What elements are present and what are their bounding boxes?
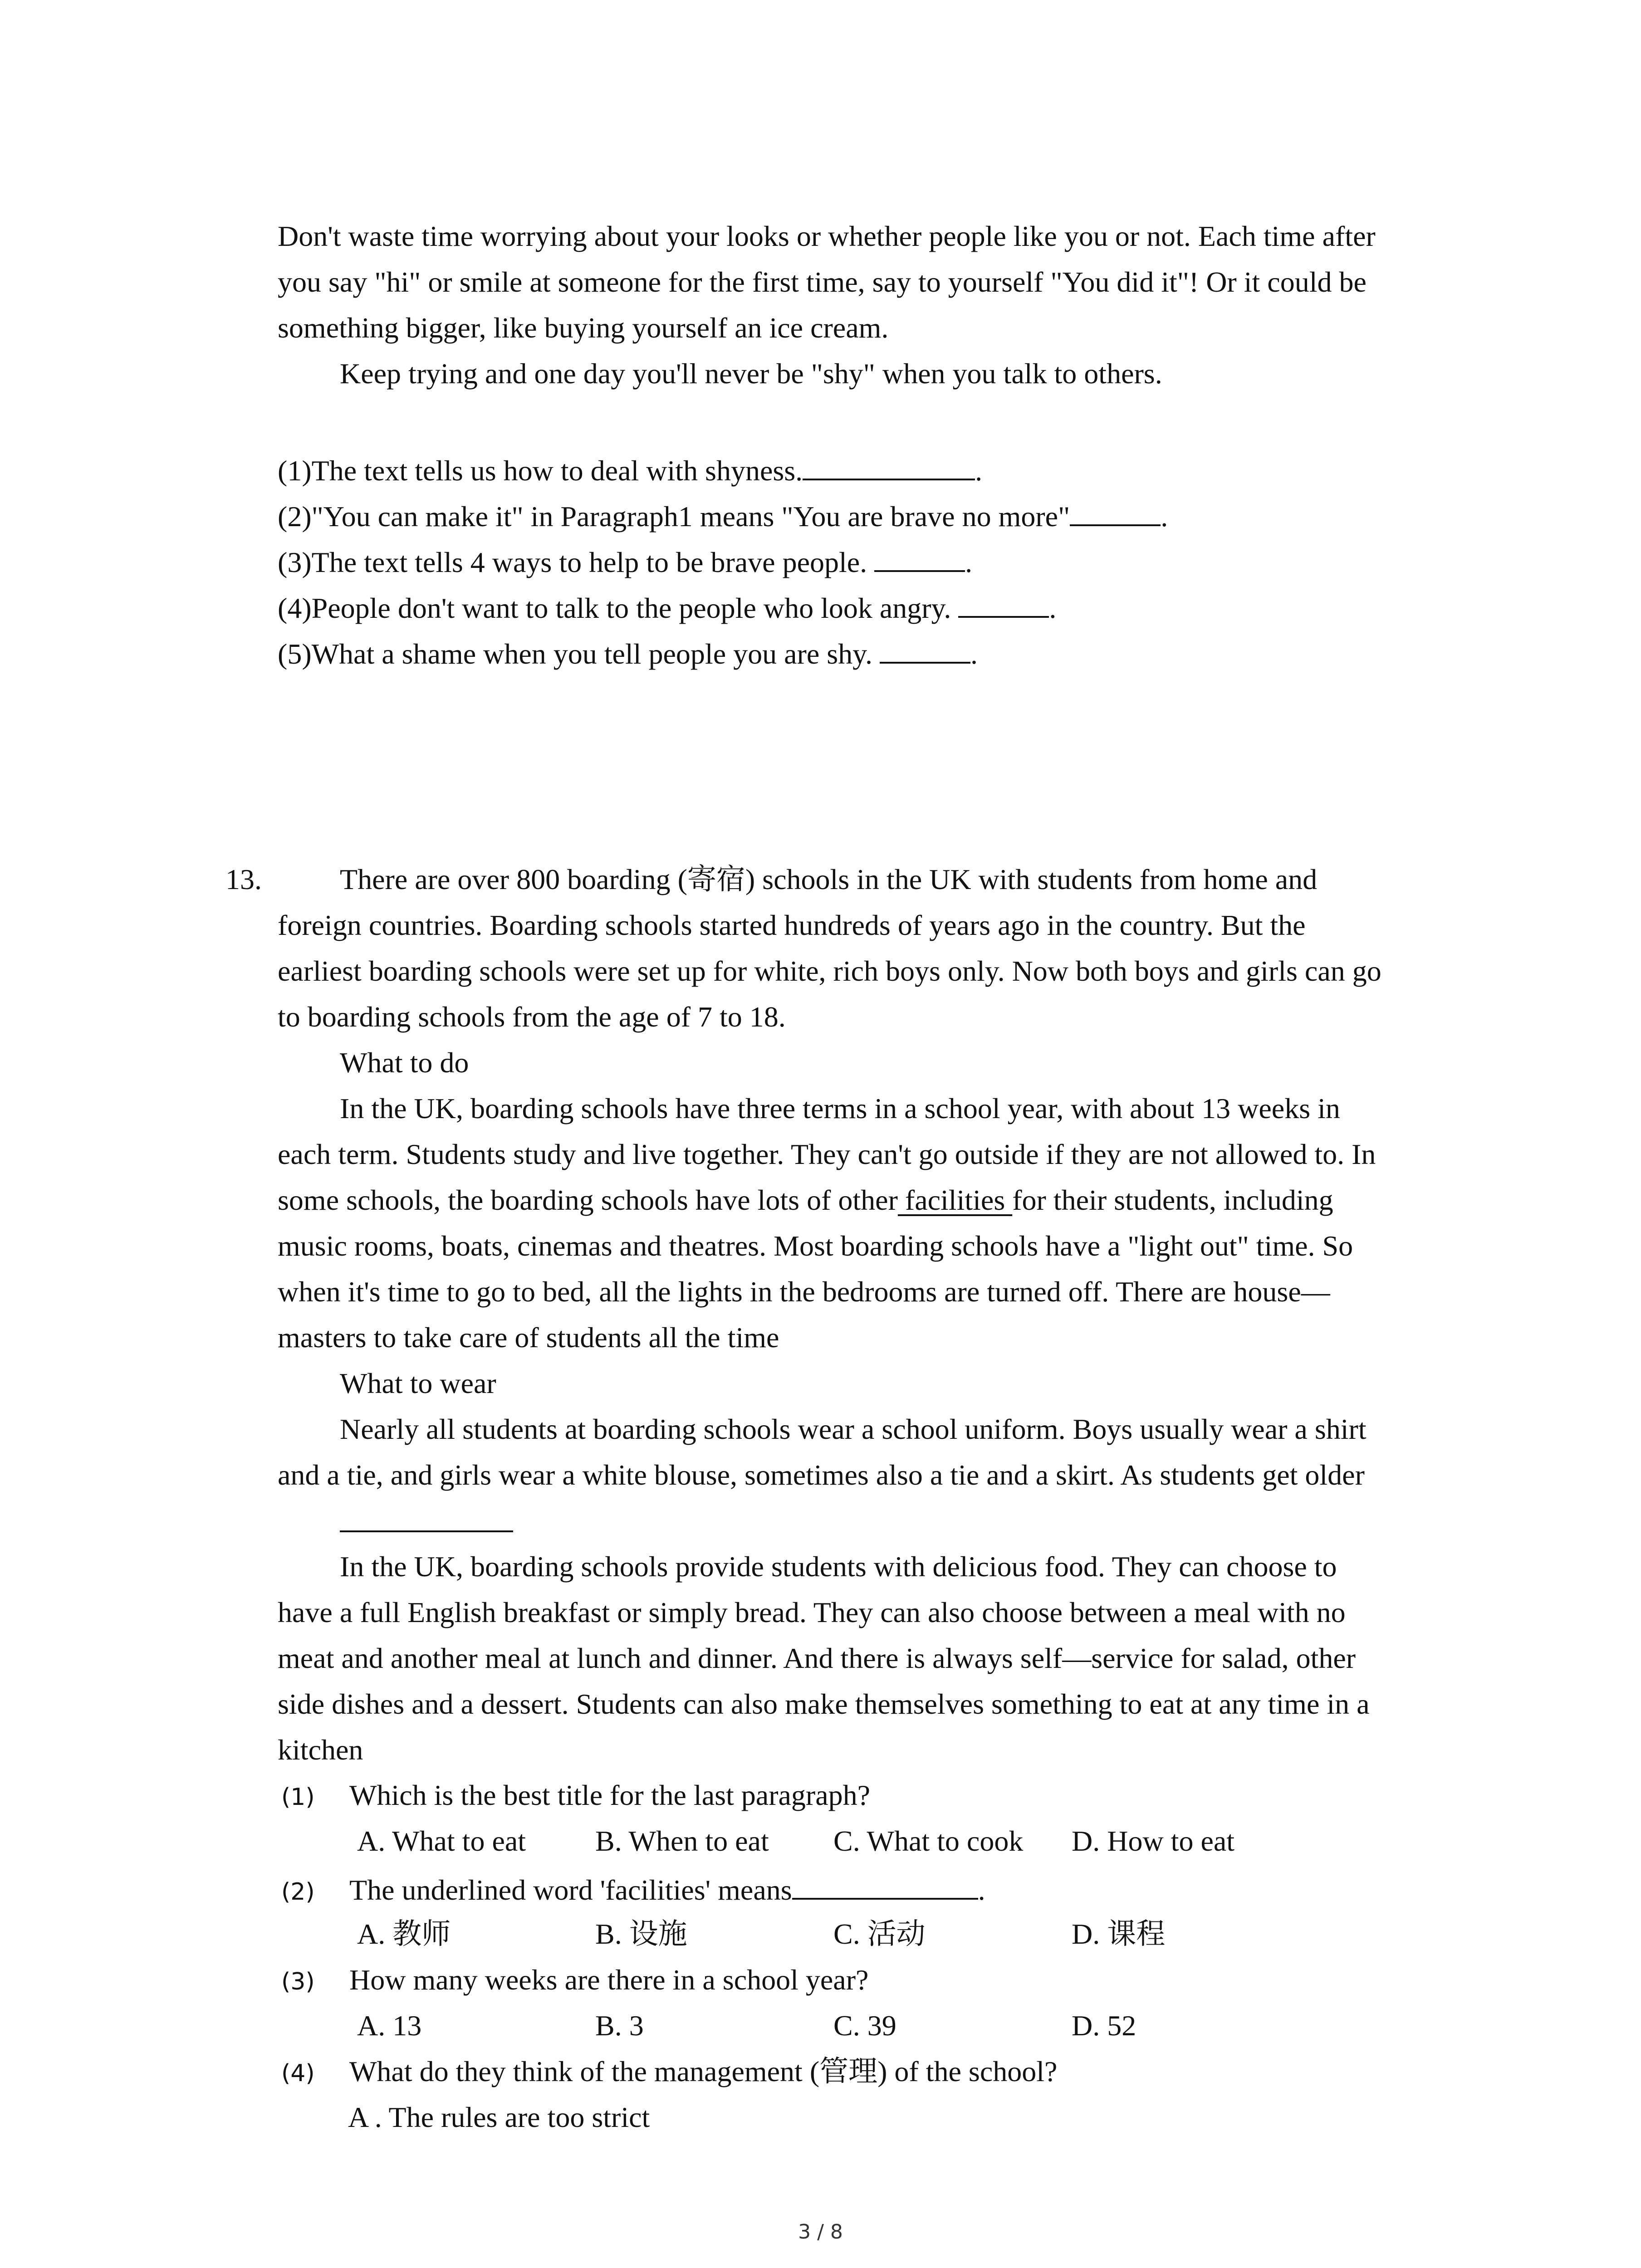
passage-line: In the UK, boarding schools provide students with delicious food. They can choose to (340, 1550, 1337, 1583)
subquestion-number: (1) (281, 1784, 315, 1811)
passage-line: kitchen (278, 1734, 363, 1766)
option-a[interactable]: A. What to eat (357, 1825, 526, 1857)
subquestion-text: The underlined word 'facilities' means (349, 1874, 792, 1906)
subquestion-text: Which is the best title for the last paragraph? (349, 1779, 871, 1811)
question-13-passage (278, 856, 1448, 1773)
answer-blank[interactable] (340, 1498, 513, 1532)
subquestion-text: How many weeks are there in a school year? (349, 1964, 869, 1996)
option-c[interactable]: C. 39 (833, 2009, 896, 2042)
answer-blank[interactable] (792, 1865, 978, 1900)
option-c[interactable]: C. What to cook (833, 1825, 1024, 1857)
tf-question-5 (278, 629, 1448, 675)
passage-line (278, 1177, 1448, 1223)
subquestion-number: (3) (281, 1968, 315, 1995)
missing-heading-line (278, 1498, 1448, 1544)
tf-question-text: (2)"You can make it" in Paragraph1 means "You are brave no more" (278, 500, 1070, 533)
option-d[interactable]: D. 52 (1072, 2009, 1136, 2042)
section-heading-what-to-wear: What to wear (340, 1367, 496, 1399)
passage-line: Nearly all students at boarding schools wear a school uniform. Boys usually wear a shirt (340, 1413, 1367, 1445)
true-false-questions (278, 446, 1448, 675)
passage-line: music rooms, boats, cinemas and theatres. Most boarding schools have a "light out" time. So (278, 1230, 1353, 1262)
subquestion-end: . (978, 1874, 985, 1906)
passage-line: Don't waste time worrying about your looks or whether people like you or not. Each time after (278, 220, 1376, 252)
tf-question-3 (278, 538, 1448, 583)
answer-blank[interactable] (880, 629, 970, 664)
tf-question-text: (3)The text tells 4 ways to help to be brave people. (278, 546, 875, 578)
passage-line: have a full English breakfast or simply bread. They can also choose between a meal with no (278, 1596, 1346, 1628)
passage-text: some schools, the boarding schools have lots of other (278, 1184, 898, 1216)
passage-line: each term. Students study and live together. They can't go outside if they are not allowed to. In (278, 1138, 1376, 1170)
option-a[interactable]: A. 教师 (357, 1918, 451, 1950)
answer-blank[interactable] (874, 538, 965, 572)
tf-question-end: . (965, 546, 973, 578)
option-b[interactable]: B. When to eat (595, 1825, 769, 1857)
option-c[interactable]: C. 活动 (833, 1918, 926, 1950)
tf-question-1 (278, 446, 1448, 492)
page-number: 3 / 8 (798, 2220, 843, 2244)
passage-line: to boarding schools from the age of 7 to 18. (278, 1001, 786, 1033)
subquestion-2 (281, 1865, 985, 1915)
option-b[interactable]: B. 3 (595, 2009, 644, 2042)
subquestion-4 (281, 2048, 1057, 2097)
tf-question-text: (1)The text tells us how to deal with shyness. (278, 455, 803, 487)
passage-line: and a tie, and girls wear a white blouse, sometimes also a tie and a skirt. As students get older (278, 1459, 1365, 1491)
passage-line: In the UK, boarding schools have three terms in a school year, with about 13 weeks in (340, 1092, 1340, 1124)
option-d[interactable]: D. How to eat (1072, 1825, 1235, 1857)
tf-question-4 (278, 583, 1448, 629)
subquestion-3 (281, 1957, 868, 2005)
tf-question-end: . (1049, 592, 1057, 624)
passage-line: side dishes and a dessert. Students can also make themselves something to eat at any time in a (278, 1688, 1370, 1720)
section-heading-what-to-do: What to do (340, 1046, 469, 1079)
subquestion-number: (4) (281, 2060, 315, 2087)
passage-12-text (278, 213, 1448, 396)
passage-line: masters to take care of students all the time (278, 1321, 779, 1354)
subquestion-number: (2) (281, 1878, 315, 1906)
subquestion-text: What do they think of the management (管理) of the school? (349, 2055, 1058, 2087)
answer-blank[interactable] (958, 583, 1049, 618)
option-a[interactable]: A. 13 (357, 2009, 422, 2042)
option-a[interactable]: A . The rules are too strict (348, 2101, 650, 2133)
passage-line: you say "hi" or smile at someone for the first time, say to yourself "You did it"! Or it could be (278, 266, 1367, 298)
passage-closing: Keep trying and one day you'll never be "shy" when you talk to others. (340, 357, 1162, 390)
question-13-number: 13. (225, 863, 262, 895)
subquestion-1 (281, 1772, 870, 1820)
passage-line: foreign countries. Boarding schools started hundreds of years ago in the country. But the (278, 909, 1306, 941)
option-d[interactable]: D. 课程 (1072, 1918, 1166, 1950)
tf-question-text: (4)People don't want to talk to the people who look angry. (278, 592, 959, 624)
passage-line: meat and another meal at lunch and dinner. And there is always self—service for salad, other (278, 1642, 1356, 1674)
option-b[interactable]: B. 设施 (595, 1918, 687, 1950)
tf-question-text: (5)What a shame when you tell people you are shy. (278, 638, 880, 670)
passage-line: earliest boarding schools were set up for white, rich boys only. Now both boys and girls can go (278, 955, 1381, 987)
answer-blank[interactable] (1070, 492, 1161, 526)
tf-question-end: . (975, 455, 983, 487)
tf-question-2 (278, 492, 1448, 538)
tf-question-end: . (1161, 500, 1168, 533)
answer-blank[interactable] (803, 446, 975, 480)
passage-line: something bigger, like buying yourself an ice cream. (278, 312, 889, 344)
passage-line: There are over 800 boarding (寄宿) schools in the UK with students from home and (340, 863, 1318, 895)
tf-question-end: . (970, 638, 978, 670)
passage-line: when it's time to go to bed, all the lights in the bedrooms are turned off. There are house— (278, 1276, 1330, 1308)
passage-text: for their students, including (1012, 1184, 1333, 1216)
underlined-word-facilities: facilities (897, 1184, 1013, 1216)
